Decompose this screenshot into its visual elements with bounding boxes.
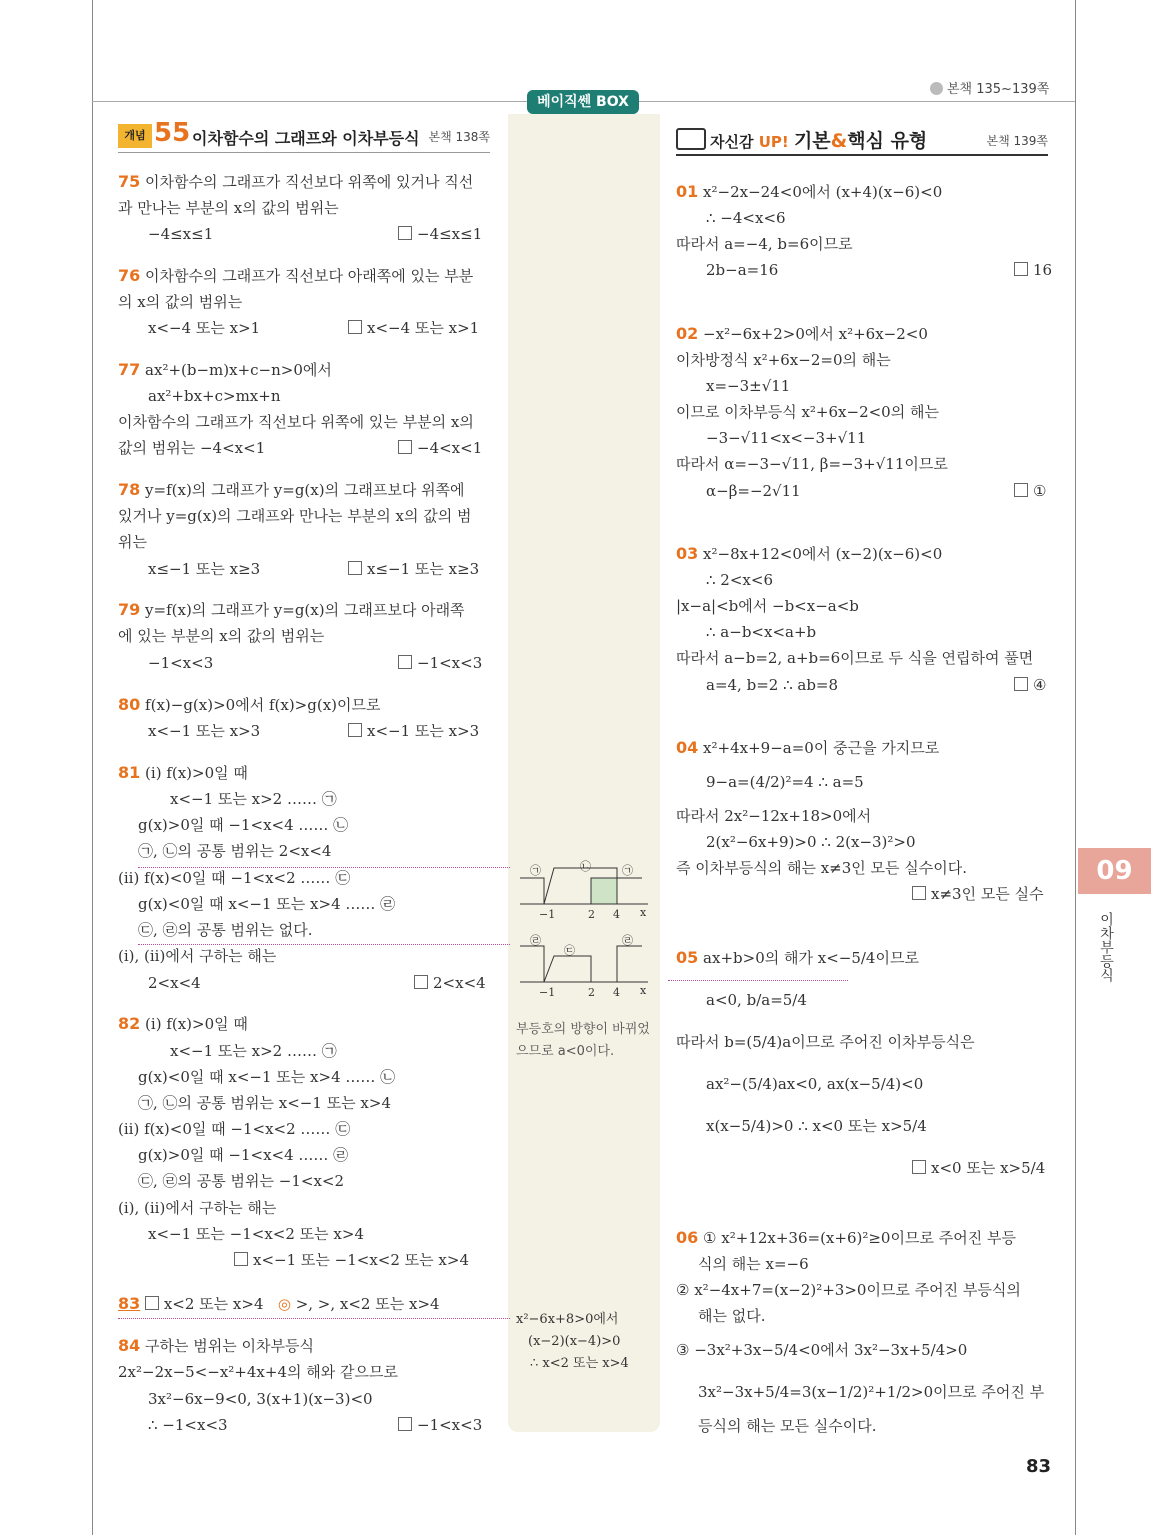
answer: x<−1 또는 −1<x<2 또는 x>4 — [234, 1250, 469, 1270]
line: 있거나 y=g(x)의 그래프와 만나는 부분의 x의 값의 범 — [118, 507, 472, 525]
answer: x<−4 또는 x>1 — [348, 318, 479, 338]
answer: x≤−1 또는 x≥3 — [348, 559, 479, 579]
line: x<−1 또는 x>3 — [148, 722, 261, 740]
chapter-label: 이차부등식 — [1098, 912, 1114, 982]
type-heading: 자신감 UP! 기본&핵심 유형 — [710, 130, 928, 152]
line-77a: 77 ax²+(b−m)x+c−n>0에서 — [118, 360, 332, 379]
line: 9−a=(4/2)²=4 ∴ a=5 — [706, 773, 864, 791]
line: g(x)>0일 때 −1<x<4 …… ㉣ — [138, 1146, 349, 1164]
note-1b: 으므로 a<0이다. — [516, 1044, 615, 1059]
line: x<−1 또는 x>2 …… ㉠ — [170, 1042, 337, 1060]
left-margin-line — [92, 0, 93, 1535]
line-80a: 80 f(x)−g(x)>0에서 f(x)>g(x)이므로 — [118, 695, 381, 714]
concept-title — [118, 118, 490, 153]
chapter-tab: 09 — [1078, 848, 1151, 894]
answer: 2<x<4 — [414, 973, 486, 993]
line: ㉢, ㉣의 공통 범위는 −1<x<2 — [138, 1172, 345, 1190]
line: 이므로 이차부등식 x²+6x−2<0의 해는 — [676, 403, 939, 421]
line: (ii) f(x)<0일 때 −1<x<2 …… ㉢ — [118, 1120, 351, 1138]
graph2-mark: ㉣ — [530, 934, 541, 947]
type-ref: 본책 139쪽 — [986, 134, 1048, 148]
line-02a: 02 −x²−6x+2>0에서 x²+6x−2<0 — [676, 324, 928, 343]
line-06a: 06 ① x²+12x+36=(x+6)²≥0이므로 주어진 부등 — [676, 1228, 1016, 1247]
line: x<−1 또는 x>2 …… ㉠ — [170, 790, 337, 808]
answer: −4<x<1 — [398, 438, 482, 458]
answer: 16 — [1014, 260, 1052, 280]
dotted-leader — [118, 1318, 510, 1319]
line: ② x²−4x+7=(x−2)²+3>0이므로 주어진 부등식의 — [676, 1281, 1021, 1299]
dotted-leader — [668, 980, 848, 981]
line: 2(x²−6x+9)>0 ∴ 2(x−3)²>0 — [706, 833, 916, 851]
line: ③ −3x²+3x−5/4<0에서 3x²−3x+5/4>0 — [676, 1341, 968, 1359]
line: 에 있는 부분의 x의 값의 범위는 — [118, 627, 325, 645]
book-icon — [930, 82, 943, 95]
tick-label: x — [640, 906, 647, 919]
line-83: 83 x<2 또는 x>4 ◎ >, >, x<2 또는 x>4 — [118, 1294, 440, 1313]
line: ㉠, ㉡의 공통 범위는 x<−1 또는 x>4 — [138, 1094, 392, 1112]
line: 따라서 a−b=2, a+b=6이므로 두 식을 연립하여 풀면 — [676, 649, 1034, 667]
graph2-mark: ㉢ — [564, 944, 575, 957]
line: x<−4 또는 x>1 — [148, 319, 261, 337]
line: a=4, b=2 ∴ ab=8 — [706, 676, 839, 694]
line: 값의 범위는 −4<x<1 — [118, 439, 266, 457]
answer: x<−1 또는 x>3 — [348, 721, 479, 741]
answer: ① — [1014, 481, 1046, 501]
line-75a: 75 이차함수의 그래프가 직선보다 위쪽에 있거나 직선 — [118, 172, 474, 191]
line-01a: 01 x²−2x−24<0에서 (x+4)(x−6)<0 — [676, 182, 943, 201]
line: ∴ −1<x<3 — [148, 1416, 228, 1434]
graph2-mark: ㉣ — [622, 934, 633, 947]
line: 의 x의 값의 범위는 — [118, 293, 243, 311]
line: 해는 없다. — [698, 1307, 766, 1325]
dotted-leader — [138, 944, 510, 945]
line: ∴ 2<x<6 — [706, 571, 773, 589]
tick-label: 2 — [588, 986, 595, 999]
line-82a: 82 (i) f(x)>0일 때 — [118, 1014, 248, 1033]
concept-heading: 이차함수의 그래프와 이차부등식 — [192, 129, 420, 148]
number-line-graph-2 — [514, 934, 654, 1000]
line-84a: 84 구하는 범위는 이차부등식 — [118, 1336, 314, 1355]
line: ∴ −4<x<6 — [706, 209, 786, 227]
line: 따라서 a=−4, b=6이므로 — [676, 235, 853, 253]
line-79a: 79 y=f(x)의 그래프가 y=g(x)의 그래프보다 아래쪽 — [118, 600, 465, 619]
line: 따라서 b=(5/4)a이므로 주어진 이차부등식은 — [676, 1033, 975, 1051]
megaphone-icon — [676, 128, 706, 150]
type-title — [676, 120, 1048, 156]
line: 식의 해는 x=−6 — [698, 1255, 809, 1273]
line: −3−√11<x<−3+√11 — [706, 429, 867, 447]
line: g(x)<0일 때 x<−1 또는 x>4 …… ㉣ — [138, 895, 396, 913]
line: 즉 이차부등식의 해는 x≠3인 모든 실수이다. — [676, 859, 968, 877]
basic-box-tag: 베이직쎈 BOX — [527, 90, 639, 114]
graph1-mark: ㉠ — [622, 864, 633, 877]
line: a<0, b/a=5/4 — [706, 991, 807, 1009]
line-03a: 03 x²−8x+12<0에서 (x−2)(x−6)<0 — [676, 544, 943, 563]
line: 등식의 해는 모든 실수이다. — [698, 1417, 877, 1435]
line: 2x²−2x−5<−x²+4x+4의 해와 같으므로 — [118, 1363, 398, 1381]
line: 3x²−6x−9<0, 3(x+1)(x−3)<0 — [148, 1390, 373, 1408]
graph1-mark: ㉡ — [580, 860, 591, 873]
line: 과 만나는 부분의 x의 값의 범위는 — [118, 199, 339, 217]
target-icon: ◎ — [277, 1295, 291, 1313]
line-81a: 81 (i) f(x)>0일 때 — [118, 763, 248, 782]
answer: x≠3인 모든 실수 — [912, 884, 1044, 904]
tick-label: x — [640, 984, 647, 997]
line-04a: 04 x²+4x+9−a=0이 중근을 가지므로 — [676, 738, 940, 757]
tick-label: −1 — [539, 908, 556, 921]
tick-label: −1 — [539, 986, 556, 999]
line: ㉠, ㉡의 공통 범위는 2<x<4 — [138, 842, 332, 860]
answer: −1<x<3 — [398, 1415, 482, 1435]
line: (ii) f(x)<0일 때 −1<x<2 …… ㉢ — [118, 869, 351, 887]
line: 3x²−3x+5/4=3(x−1/2)²+1/2>0이므로 주어진 부 — [698, 1383, 1045, 1401]
note-2b: (x−2)(x−4)>0 — [528, 1334, 621, 1349]
line: −4≤x≤1 — [148, 225, 214, 243]
graph1-mark: ㉠ — [530, 864, 541, 877]
line: ㉢, ㉣의 공통 범위는 없다. — [138, 921, 313, 939]
line: (i), (ii)에서 구하는 해는 — [118, 1199, 277, 1217]
line: 위는 — [118, 533, 147, 551]
concept-ref: 본책 138쪽 — [428, 130, 490, 144]
tick-label: 4 — [613, 908, 620, 921]
note-2c: ∴ x<2 또는 x>4 — [530, 1356, 629, 1371]
line: 따라서 2x²−12x+18>0에서 — [676, 807, 872, 825]
line: −1<x<3 — [148, 654, 214, 672]
answer: x<0 또는 x>5/4 — [912, 1158, 1045, 1178]
basic-box-column — [508, 114, 660, 1432]
line-78a: 78 y=f(x)의 그래프가 y=g(x)의 그래프보다 위쪽에 — [118, 480, 465, 499]
line-76a: 76 이차함수의 그래프가 직선보다 아래쪽에 있는 부분 — [118, 266, 474, 285]
line: 따라서 α=−3−√11, β=−3+√11이므로 — [676, 455, 948, 473]
line: 이차함수의 그래프가 직선보다 위쪽에 있는 부분의 x의 — [118, 413, 474, 431]
line-05a: 05 ax+b>0의 해가 x<−5/4이므로 — [676, 948, 919, 967]
tick-label: 4 — [613, 986, 620, 999]
answer: −1<x<3 — [398, 653, 482, 673]
header-ref: 본책 135~139쪽 — [930, 78, 1049, 97]
line: α−β=−2√11 — [706, 482, 801, 500]
note-1a: 부등호의 방향이 바뀌었 — [516, 1022, 650, 1037]
line: (i), (ii)에서 구하는 해는 — [118, 947, 277, 965]
line: 이차방정식 x²+6x−2=0의 해는 — [676, 351, 891, 369]
line: x<−1 또는 −1<x<2 또는 x>4 — [148, 1225, 364, 1243]
note-2a: x²−6x+8>0에서 — [516, 1312, 619, 1327]
concept-flag: 개념 — [118, 124, 152, 148]
tick-label: 2 — [588, 908, 595, 921]
right-margin-line — [1075, 0, 1076, 1535]
line: g(x)<0일 때 x<−1 또는 x>4 …… ㉡ — [138, 1068, 396, 1086]
line: ax²−(5/4)ax<0, ax(x−5/4)<0 — [706, 1075, 924, 1093]
page-number: 83 — [1026, 1456, 1052, 1477]
number-line-graph-1 — [514, 856, 654, 922]
line: x(x−5/4)>0 ∴ x<0 또는 x>5/4 — [706, 1117, 927, 1135]
line: 2<x<4 — [148, 974, 201, 992]
line: x=−3±√11 — [706, 377, 791, 395]
line: ∴ a−b<x<a+b — [706, 623, 817, 641]
concept-number: 55 — [154, 118, 191, 148]
line: |x−a|<b에서 −b<x−a<b — [676, 597, 859, 615]
answer: ④ — [1014, 675, 1046, 695]
line: 2b−a=16 — [706, 261, 779, 279]
line: g(x)>0일 때 −1<x<4 …… ㉡ — [138, 816, 349, 834]
line: x≤−1 또는 x≥3 — [148, 560, 261, 578]
answer: −4≤x≤1 — [398, 224, 482, 244]
line: ax²+bx+c>mx+n — [148, 387, 281, 405]
